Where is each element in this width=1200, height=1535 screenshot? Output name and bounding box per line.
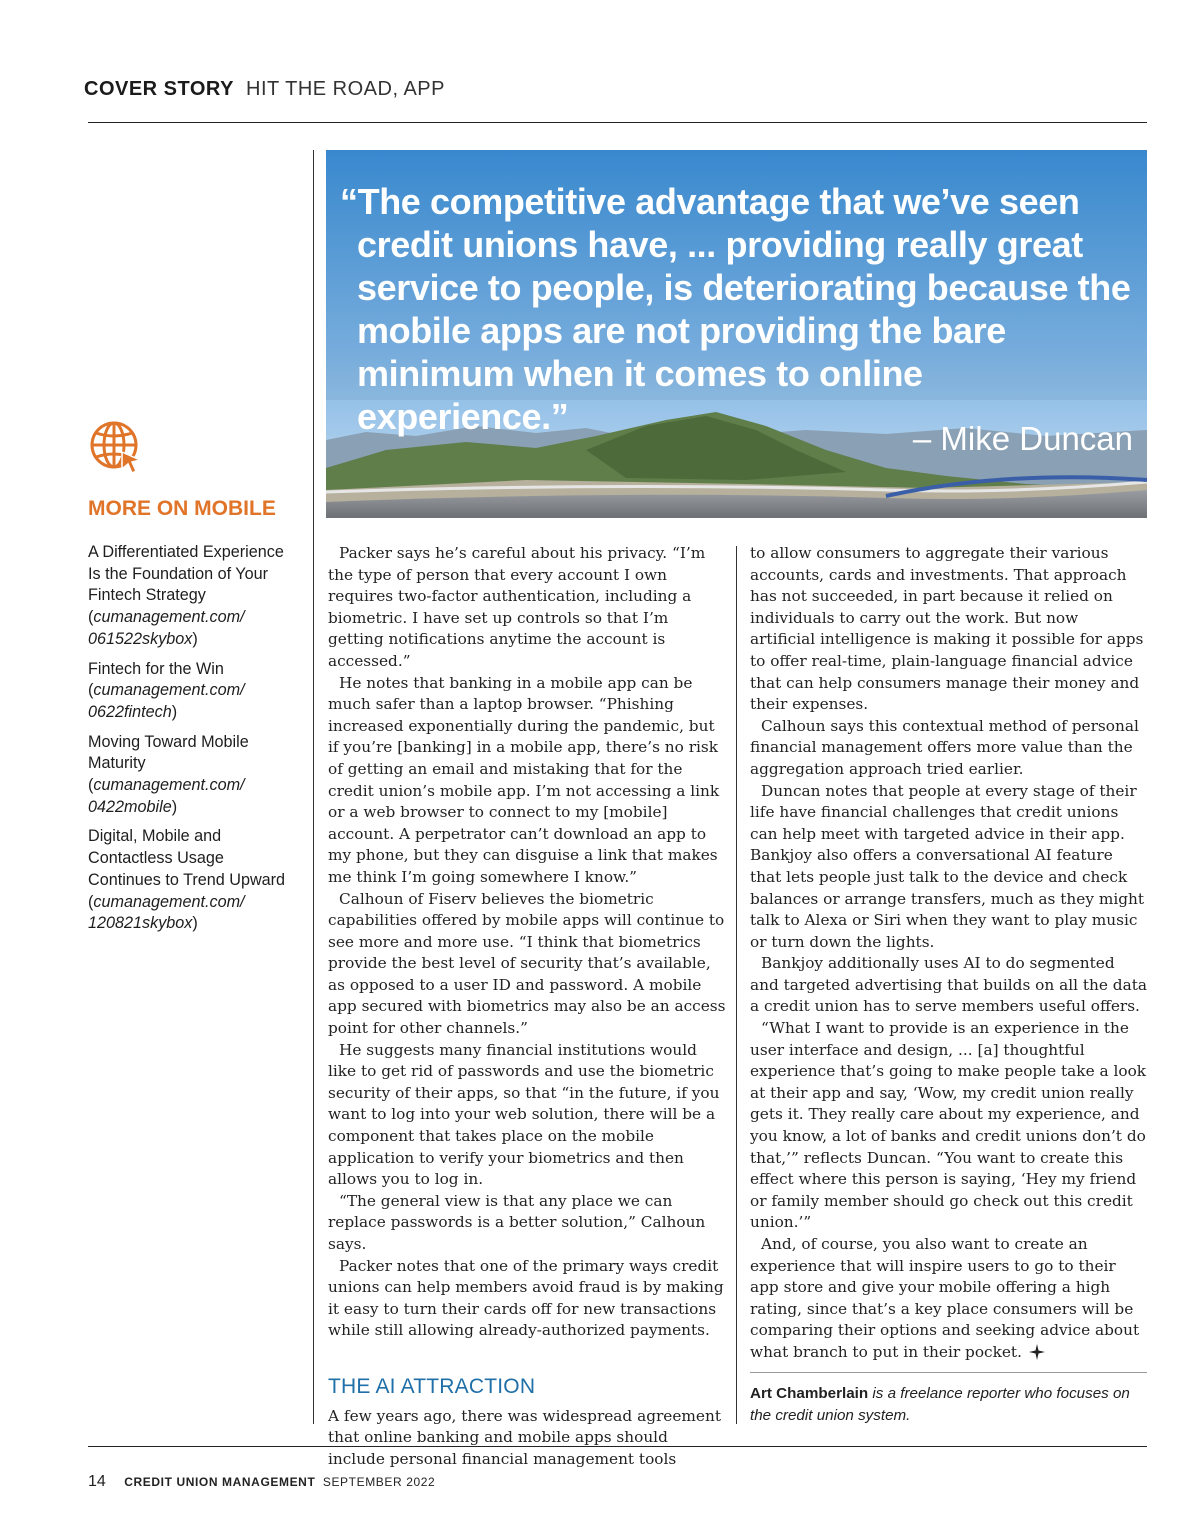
hero-pull-quote-image [326, 150, 1147, 518]
article-paragraph: He notes that banking in a mobile app can be much safer than a laptop browser. “Phishing increased exponentially during the pandemic, but if you’re [banking] in a mobile app, there’s no risk of getting an email and mistaking that for the credit union’s mobile app. I’m not accessing a link or a web browser to connect to my [mobile] account. A perpetrator can’t download an app to my phone, but they can disguise a link that makes me think I’m going somewhere I know.” [328, 673, 720, 886]
publication-name: CREDIT UNION MANAGEMENT [124, 1475, 316, 1489]
author-bio [750, 1383, 1147, 1426]
related-link-url[interactable]: cumanagement.com/ 0422mobile [88, 776, 245, 816]
article-paragraph: Packer says he’s careful about his privacy. “I’m the type of person that every account I own requires two-factor authentication, including a biometric. I have set up controls so that I’m getting notifications anytime the account is accessed.” [328, 544, 706, 670]
column-divider [736, 546, 737, 1424]
section-subheading: THE AI ATTRACTION [328, 1374, 536, 1398]
article-paragraph: A few years ago, there was widespread agreement that online banking and mobile apps should include personal financial management tools [328, 1406, 721, 1468]
article-paragraph: Packer notes that one of the primary ways credit unions can help members avoid fraud is by making it easy to turn their cards off for new transactions while still allowing already-authorized payments. [328, 1256, 724, 1340]
running-header [84, 78, 445, 101]
column-divider [313, 150, 314, 1424]
article-paragraph [750, 1234, 1148, 1364]
related-link-item[interactable]: Fintech for the Win (cumanagement.com/ 0622fintech) [88, 659, 293, 724]
related-link-item[interactable]: A Differentiated Experience Is the Foundation of Your Fintech Strategy (cumanagement.com/ 061522skybox) [88, 542, 293, 651]
quote-attribution: – Mike Duncan [912, 420, 1133, 457]
related-links-list [88, 542, 293, 943]
article-paragraph: to allow consumers to aggregate their various accounts, cards and investments. That approach has not succeeded, in part because it relied on individuals to carry out the work. But now artificial intelligence is making it possible for apps to offer real-time, plain-language financial advice that can help consumers manage their money and their expenses. [750, 544, 1144, 714]
section-label: COVER STORY [84, 78, 234, 100]
article-column-2 [750, 543, 1148, 1364]
page-number: 14 [88, 1473, 106, 1490]
header-rule [88, 122, 1147, 123]
related-link-url[interactable]: cumanagement.com/ 120821skybox [88, 892, 245, 933]
final-paragraph-text: And, of course, you also want to create an experience that will inspire users to go to their app store and give your mobile offering a high rating, since that’s a key place consumers will be comparing their options and seeking advice about what branch to put in their pocket. [750, 1235, 1140, 1361]
article-paragraph: Calhoun of Fiserv believes the biometric capabilities offered by mobile apps will continue to see more and more use. “I think that biometrics provide the best level of security that’s available, as opposed to a user ID and password. A mobile app secured with biometrics may also be an access point for other channels.” [328, 889, 726, 1038]
related-link-title: Moving Toward Mobile Maturity [88, 732, 249, 773]
bio-divider [750, 1372, 1147, 1373]
related-link-item[interactable]: Digital, Mobile and Contactless Usage Continues to Trend Upward (cumanagement.com/ 120821skybox) [88, 826, 293, 935]
related-link-url[interactable]: cumanagement.com/ 0622fintech [88, 681, 245, 721]
related-link-title: Fintech for the Win [88, 659, 224, 678]
pull-quote: “The competitive advantage that we’ve seen credit unions have, ... providing really great service to people, is deteriorating because the mobile apps are not providing the bare minimum when it comes to online experience.” [340, 181, 1131, 437]
related-link-item[interactable]: Moving Toward Mobile Maturity (cumanagement.com/ 0422mobile) [88, 732, 293, 819]
related-link-url[interactable]: cumanagement.com/ 061522skybox [88, 608, 245, 648]
related-link-title: A Differentiated Experience Is the Foundation of Your Fintech Strategy [88, 543, 284, 605]
sidebar-heading: MORE ON MOBILE [88, 497, 276, 520]
page-footer [88, 1473, 435, 1491]
article-paragraph: “What I want to provide is an experience in the user interface and design, ... [a] thoughtful experience that’s going to make people take a look at their app and say, ‘Wow, my credit union really gets it. They really care about my experience, and you know, a lot of banks and credit unions don’t do that,’” reflects Duncan. “You want to create this effect where this person is saying, ‘Hey my friend or family member should go check out this credit union.’” [750, 1019, 1147, 1232]
author-name: Art Chamberlain [750, 1385, 869, 1402]
story-topic: HIT THE ROAD, APP [246, 78, 445, 100]
globe-cursor-icon [88, 420, 142, 474]
related-link-title: Digital, Mobile and Contactless Usage Continues to Trend Upward [88, 827, 286, 889]
article-paragraph: Bankjoy additionally uses AI to do segmented and targeted advertising that builds on all the data a credit union has to serve members useful offers. [750, 954, 1147, 1016]
footer-rule [88, 1446, 1147, 1447]
issue-date: SEPTEMBER 2022 [322, 1475, 436, 1489]
author-description: is a freelance reporter who focuses on the credit union system. [750, 1385, 1130, 1424]
end-of-story-icon [1028, 1343, 1046, 1361]
article-column-1 [328, 543, 726, 1470]
article-paragraph: Duncan notes that people at every stage of their life have financial challenges that credit unions can help meet with targeted advice in their app. Bankjoy also offers a conversational AI feature that lets people just talk to the device and check balances or arrange transfers, much as they might talk to Alexa or Siri when they want to play music or turn down the lights. [750, 781, 1145, 951]
article-paragraph: He suggests many financial institutions would like to get rid of passwords and use the biometric security of their apps, so that “in the future, if you want to log into your web solution, there will be a component that takes place on the mobile application to verify your biometrics and then allows you to log in. [328, 1040, 720, 1189]
article-paragraph: “The general view is that any place we can replace passwords is a better solution,” Calhoun says. [328, 1191, 706, 1253]
article-paragraph: Calhoun says this contextual method of personal financial management offers more value than the aggregation approach tried earlier. [750, 716, 1139, 778]
